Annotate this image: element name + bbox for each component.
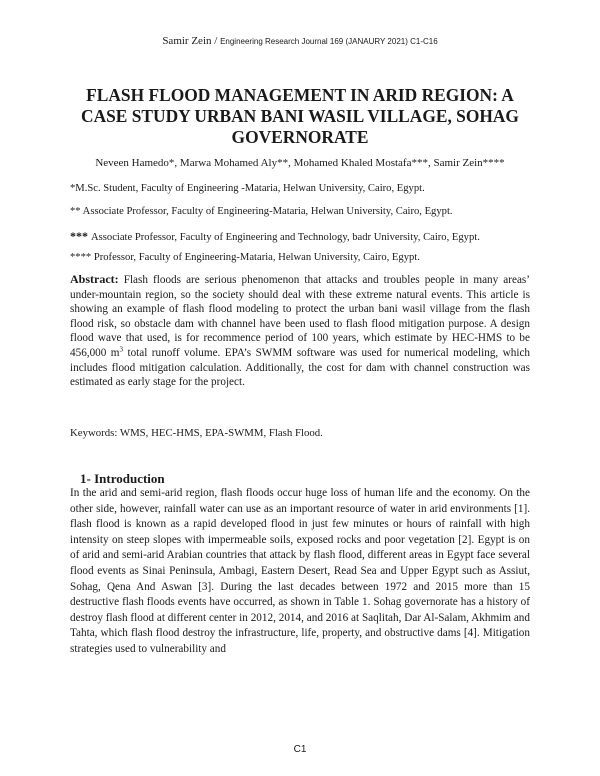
superscript-3: 3: [119, 345, 124, 354]
affiliation-mark: ****: [70, 252, 94, 263]
affiliation-mark: **: [70, 206, 83, 217]
abstract-text-continued: total runoff volume. EPA’s SWMM software was used for numerical modeling, which includes flood mitigation calculation. Additionally, the cost for dam with channel construction was estimated as early stage for the project.: [70, 346, 530, 389]
author-list: Neveen Hamedo*, Marwa Mohamed Aly**, Mohamed Khaled Mostafa***, Samir Zein****: [95, 157, 505, 169]
affiliation-text: Associate Professor, Faculty of Engineering and Technology, badr University, Cairo, Egypt.: [91, 232, 480, 243]
affiliation-4: [70, 252, 540, 263]
page-number: C1: [293, 744, 307, 755]
affiliation-2: [70, 206, 540, 217]
abstract-label: Abstract:: [70, 272, 119, 286]
section-heading: 1- Introduction: [80, 471, 165, 486]
introduction-text: In the arid and semi-arid region, flash floods occur huge loss of human life and the economy. On the other side, however, rainfall water can use as an important resource of water in arid environments [1]. flash flood is known as a rapid developed flood in just few minutes or hours of rainfall with high intensity on steep slopes with impermeable soils, exposed rocks and poor vegetation [2]. Egypt is on of arid and semi-arid Arabian countries that attack by flash flood, different areas in Egypt face several flood events as Sinai Peninsula, Ambagi, Eastern Desert, Read Sea and Upper Egypt such as Assiut, Sohag, Qena And Aswan [3]. During the last decades between 1972 and 2015 more than 15 destructive flash floods events have occurred, as shown in Table 1. Sohag governorate has a history of destroy flash flood at different center in 2012, 2014, and 2016 at Saqlitah, Dar Al-Salam, Akhmim and Tahta, which flash flood destroy the infrastructure, life, property, and obstructive dams [4]. Mitigation strategies used to vulnerability and: [70, 487, 530, 655]
header-author: Samir Zein /: [162, 35, 221, 47]
affiliation-text: Professor, Faculty of Engineering-Mataria, Helwan University, Cairo, Egypt.: [93, 252, 420, 263]
abstract: [70, 272, 530, 390]
header-journal: Engineering Research Journal 169 (JANAURY 2021) C1-C16: [220, 37, 438, 46]
affiliation-3: [70, 229, 540, 244]
keywords: Keywords: WMS, HEC-HMS, EPA-SWMM, Flash Flood.: [70, 427, 323, 439]
affiliation-1: [70, 183, 540, 194]
affiliation-text: M.Sc. Student, Faculty of Engineering -Mataria, Helwan University, Cairo, Egypt.: [75, 183, 425, 194]
affiliation-text: Associate Professor, Faculty of Engineering-Mataria, Helwan University, Cairo, Egypt.: [82, 206, 453, 217]
paper-title: FLASH FLOOD MANAGEMENT IN ARID REGION: A CASE STUDY URBAN BANI WASIL VILLAGE, SOHAG GOVERNORATE: [81, 85, 519, 147]
running-header: [0, 35, 600, 47]
affiliation-mark: ***: [70, 229, 91, 243]
abstract-text: Flash floods are serious phenomenon that attacks and troubles people in many areas’ under-mountain region, so the society should deal with these extreme natural events. This article is showing an example of flash flood modeling to protect the urban bani wasil village from the flash flood risk, so obstacle dam with channel have been used to flash flood mitigation purpose. A design flood wave that used, is for recommence period of 100 years, which estimate by HEC-HMS to be 456,000 m: [70, 274, 530, 359]
affiliation-mark: *: [70, 183, 76, 194]
